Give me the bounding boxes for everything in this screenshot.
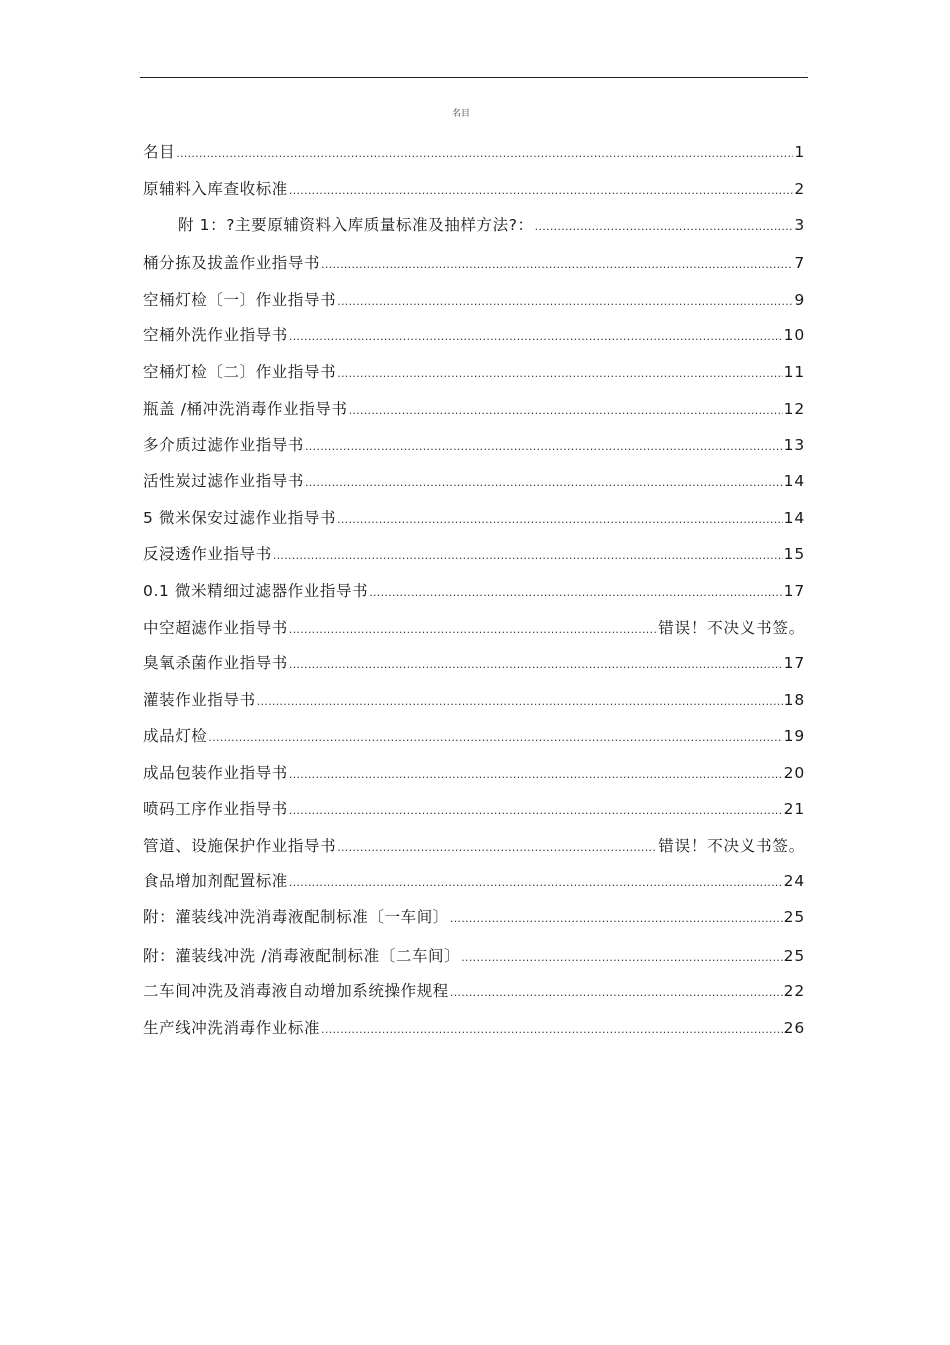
header-rule <box>140 77 808 78</box>
toc-entry-page: 3 <box>794 216 805 234</box>
toc-entry-page: 14 <box>783 509 805 527</box>
toc-entry-label: 0.1 微米精细过滤器作业指导书 <box>143 582 369 600</box>
toc-entry[interactable] <box>143 798 805 822</box>
toc-entry-page: 20 <box>783 764 805 782</box>
toc-entry-page: 25 <box>783 908 805 926</box>
toc-entry-label: 灌装作业指导书 <box>143 691 256 709</box>
toc-entry-label: 空桶外洗作业指导书 <box>143 326 288 344</box>
toc-entry-label: 二车间冲洗及消毒液自动增加系统操作规程 <box>143 982 449 1000</box>
toc-leader-dots <box>321 1019 783 1041</box>
toc-leader-dots <box>273 545 783 567</box>
toc-entry-label: 附：灌装线冲洗 /消毒液配制标准〔二车间〕 <box>143 947 461 965</box>
toc-entry-page: 错误！不决义书签。 <box>658 619 805 637</box>
toc-entry-label: 成品灯检 <box>143 727 208 745</box>
toc-entry-label: 中空超滤作业指导书 <box>143 619 288 637</box>
toc-leader-dots <box>289 326 783 348</box>
toc-entry[interactable] <box>143 945 805 969</box>
toc-entry-page: 24 <box>783 872 805 890</box>
toc-entry-page: 12 <box>783 400 805 418</box>
toc-entry-page: 17 <box>783 654 805 672</box>
toc-entry-page: 2 <box>794 180 805 198</box>
toc-entry[interactable] <box>143 580 805 604</box>
toc-leader-dots <box>257 691 783 713</box>
toc-entry[interactable] <box>143 361 805 385</box>
toc-leader-dots <box>176 143 793 165</box>
toc-leader-dots <box>337 837 657 859</box>
toc-leader-dots <box>289 872 783 894</box>
toc-entry[interactable] <box>143 543 805 567</box>
toc-leader-dots <box>321 254 793 276</box>
toc-leader-dots <box>535 216 794 238</box>
toc-leader-dots <box>289 619 657 641</box>
toc-entry-page: 17 <box>783 582 805 600</box>
toc-entry-page: 18 <box>783 691 805 709</box>
toc-entry-page: 21 <box>783 800 805 818</box>
toc-leader-dots <box>337 363 782 385</box>
toc-entry-label: 食品增加剂配置标准 <box>143 872 288 890</box>
toc-entry[interactable] <box>143 762 805 786</box>
toc-entry-label: 管道、设施保护作业指导书 <box>143 837 337 855</box>
toc-leader-dots <box>305 436 783 458</box>
toc-leader-dots <box>461 947 782 969</box>
toc-entry[interactable] <box>143 178 805 202</box>
toc-entry-page: 7 <box>794 254 805 272</box>
toc-entry-page: 15 <box>783 545 805 563</box>
toc-leader-dots <box>289 764 783 786</box>
toc-entry[interactable] <box>143 141 805 165</box>
toc-leader-dots <box>450 982 783 1004</box>
toc-entry-page: 22 <box>783 982 805 1000</box>
toc-entry-page: 1 <box>794 143 805 161</box>
toc-entry-label: 名目 <box>143 143 176 161</box>
toc-leader-dots <box>289 654 783 676</box>
toc-entry[interactable] <box>143 689 805 713</box>
toc-entry-label: 多介质过滤作业指导书 <box>143 436 305 454</box>
toc-entry-label: 反浸透作业指导书 <box>143 545 272 563</box>
toc-entry-label: 附 1：?主要原辅资料入库质量标准及抽样方法?： <box>178 216 534 234</box>
toc-entry[interactable] <box>143 252 805 276</box>
toc-entry-label: 5 微米保安过滤作业指导书 <box>143 509 337 527</box>
toc-entry[interactable] <box>143 507 805 531</box>
toc-leader-dots <box>337 509 783 531</box>
toc-entry-label: 空桶灯检〔一〕作业指导书 <box>143 291 337 309</box>
toc-entry-label: 成品包装作业指导书 <box>143 764 288 782</box>
toc-entry[interactable] <box>143 980 805 1004</box>
toc-entry[interactable] <box>178 214 805 238</box>
toc-entry-label: 附：灌装线冲洗消毒液配制标准〔一车间〕 <box>143 908 449 926</box>
toc-entry-page: 19 <box>783 727 805 745</box>
toc-entry-label: 瓶盖 /桶冲洗消毒作业指导书 <box>143 400 348 418</box>
toc-entry[interactable] <box>143 725 805 749</box>
toc-leader-dots <box>349 400 783 422</box>
toc-entry[interactable] <box>143 835 805 859</box>
toc-entry-page: 错误！不决义书签。 <box>658 837 805 855</box>
page-header-title: 名目 <box>451 109 470 119</box>
toc-leader-dots <box>337 291 793 313</box>
toc-entry-label: 空桶灯检〔二〕作业指导书 <box>143 363 337 381</box>
toc-entry-page: 14 <box>783 472 805 490</box>
header-right-mark: - <box>805 69 808 76</box>
toc-entry-label: 原辅料入库查收标准 <box>143 180 288 198</box>
toc-entry-page: 25 <box>783 947 805 965</box>
toc-entry-label: 臭氧杀菌作业指导书 <box>143 654 288 672</box>
toc-leader-dots <box>305 472 783 494</box>
toc-entry[interactable] <box>143 870 805 894</box>
toc-leader-dots <box>289 180 793 202</box>
header-left-mark: - <box>138 69 141 76</box>
toc-entry[interactable] <box>143 652 805 676</box>
toc-entry[interactable] <box>143 1017 805 1041</box>
toc-entry[interactable] <box>143 617 805 641</box>
toc-leader-dots <box>369 582 782 604</box>
toc-entry[interactable] <box>143 289 805 313</box>
toc-entry[interactable] <box>143 398 805 422</box>
toc-leader-dots <box>450 908 783 930</box>
toc-entry-page: 13 <box>783 436 805 454</box>
toc-leader-dots <box>208 727 782 749</box>
toc-entry-page: 9 <box>794 291 805 309</box>
toc-entry-label: 桶分拣及拔盖作业指导书 <box>143 254 321 272</box>
toc-leader-dots <box>289 800 783 822</box>
toc-entry[interactable] <box>143 324 805 348</box>
toc-entry-label: 活性炭过滤作业指导书 <box>143 472 305 490</box>
toc-entry-label: 生产线冲洗消毒作业标准 <box>143 1019 321 1037</box>
toc-entry-label: 喷码工序作业指导书 <box>143 800 288 818</box>
toc-entry[interactable] <box>143 434 805 458</box>
toc-entry-page: 11 <box>783 363 805 381</box>
toc-entry-page: 10 <box>783 326 805 344</box>
toc-entry-page: 26 <box>783 1019 805 1037</box>
toc-entry[interactable] <box>143 470 805 494</box>
toc-entry[interactable] <box>143 906 805 930</box>
